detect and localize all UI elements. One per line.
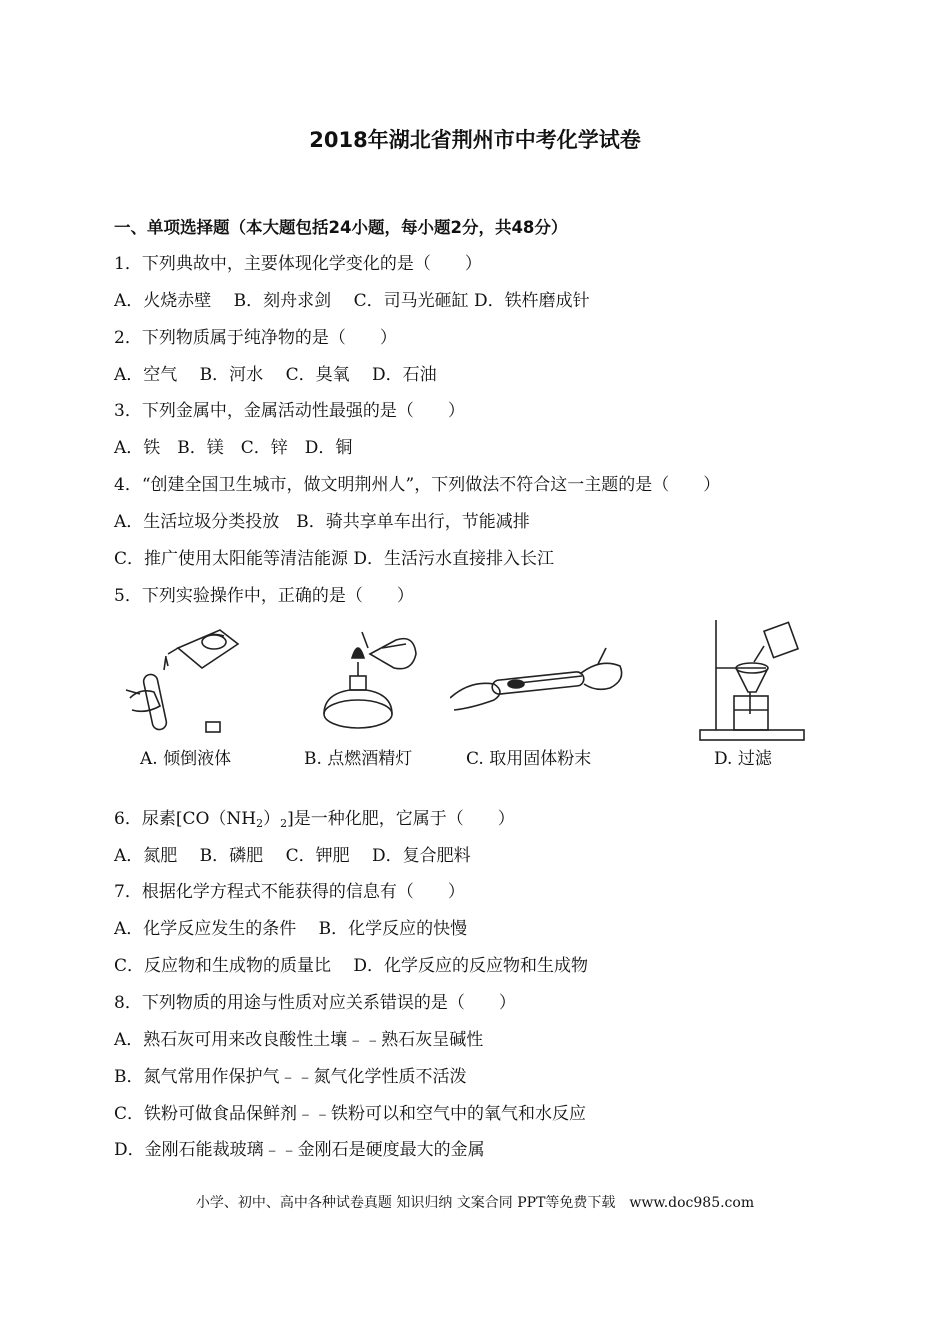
question-6-mid: ） <box>263 809 281 829</box>
figure-alcohol-lamp <box>310 618 430 738</box>
figure-pouring-liquid <box>120 618 260 738</box>
question-8-option-a: A．熟石灰可用来改良酸性土壤﹣﹣熟石灰呈碱性 <box>114 1030 484 1050</box>
question-6-subscript-1: 2 <box>256 817 264 830</box>
question-4-options-ab: A．生活垃圾分类投放 B．骑共享单车出行，节能减排 <box>114 512 530 532</box>
question-4: 4．“创建全国卫生城市，做文明荆州人”，下列做法不符合这一主题的是（ ） <box>114 475 721 495</box>
question-7-options-ab: A．化学反应发生的条件 B．化学反应的快慢 <box>114 919 468 939</box>
question-5-figures <box>120 618 820 778</box>
question-1: 1．下列典故中，主要体现化学变化的是（ ） <box>114 254 482 274</box>
section-heading: 一、单项选择题（本大题包括24小题，每小题2分，共48分） <box>114 218 568 237</box>
question-6-prefix: 6．尿素[CO（NH <box>114 809 257 829</box>
question-6-options: A．氮肥 B．磷肥 C．钾肥 D．复合肥料 <box>114 846 471 866</box>
question-7-options-cd: C．反应物和生成物的质量比 D．化学反应的反应物和生成物 <box>114 956 589 976</box>
question-6 <box>114 808 515 835</box>
question-8-option-d: D．金刚石能裁玻璃﹣﹣金刚石是硬度最大的金属 <box>114 1140 485 1160</box>
filtration-illustration <box>690 618 810 748</box>
question-8: 8．下列物质的用途与性质对应关系错误的是（ ） <box>114 993 516 1013</box>
page-footer: 小学、初中、高中各种试卷真题 知识归纳 文案合同 PPT等免费下载 www.doc985.com <box>195 1195 755 1211</box>
question-4-options-cd: C．推广使用太阳能等清洁能源 D．生活污水直接排入长江 <box>114 549 555 569</box>
pouring-liquid-illustration <box>120 618 260 738</box>
question-2: 2．下列物质属于纯净物的是（ ） <box>114 328 397 348</box>
alcohol-lamp-illustration <box>310 618 430 738</box>
question-8-option-b: B．氮气常用作保护气﹣﹣氮气化学性质不活泼 <box>114 1067 467 1087</box>
figure-filtration <box>690 618 810 748</box>
question-8-option-c: C．铁粉可做食品保鲜剂﹣﹣铁粉可以和空气中的氧气和水反应 <box>114 1104 587 1124</box>
caption-d: D. 过滤 <box>714 749 772 769</box>
question-5: 5．下列实验操作中，正确的是（ ） <box>114 586 414 606</box>
caption-b: B. 点燃酒精灯 <box>304 749 413 769</box>
question-6-suffix: ]是一种化肥，它属于（ ） <box>287 809 515 829</box>
question-6-subscript-2: 2 <box>280 817 288 830</box>
figure-solid-powder <box>450 618 630 728</box>
question-2-options: A．空气 B．河水 C．臭氧 D．石油 <box>114 365 437 385</box>
question-3-options: A．铁 B．镁 C．锌 D．铜 <box>114 438 353 458</box>
solid-powder-illustration <box>450 618 630 728</box>
page-title: 2018年湖北省荆州市中考化学试卷 <box>309 128 641 152</box>
question-1-options: A．火烧赤壁 B．刻舟求剑 C．司马光砸缸 D．铁杵磨成针 <box>114 291 590 311</box>
question-3: 3．下列金属中，金属活动性最强的是（ ） <box>114 401 465 421</box>
caption-c: C. 取用固体粉末 <box>466 749 592 769</box>
caption-a: A. 倾倒液体 <box>140 749 232 769</box>
question-7: 7．根据化学方程式不能获得的信息有（ ） <box>114 882 465 902</box>
